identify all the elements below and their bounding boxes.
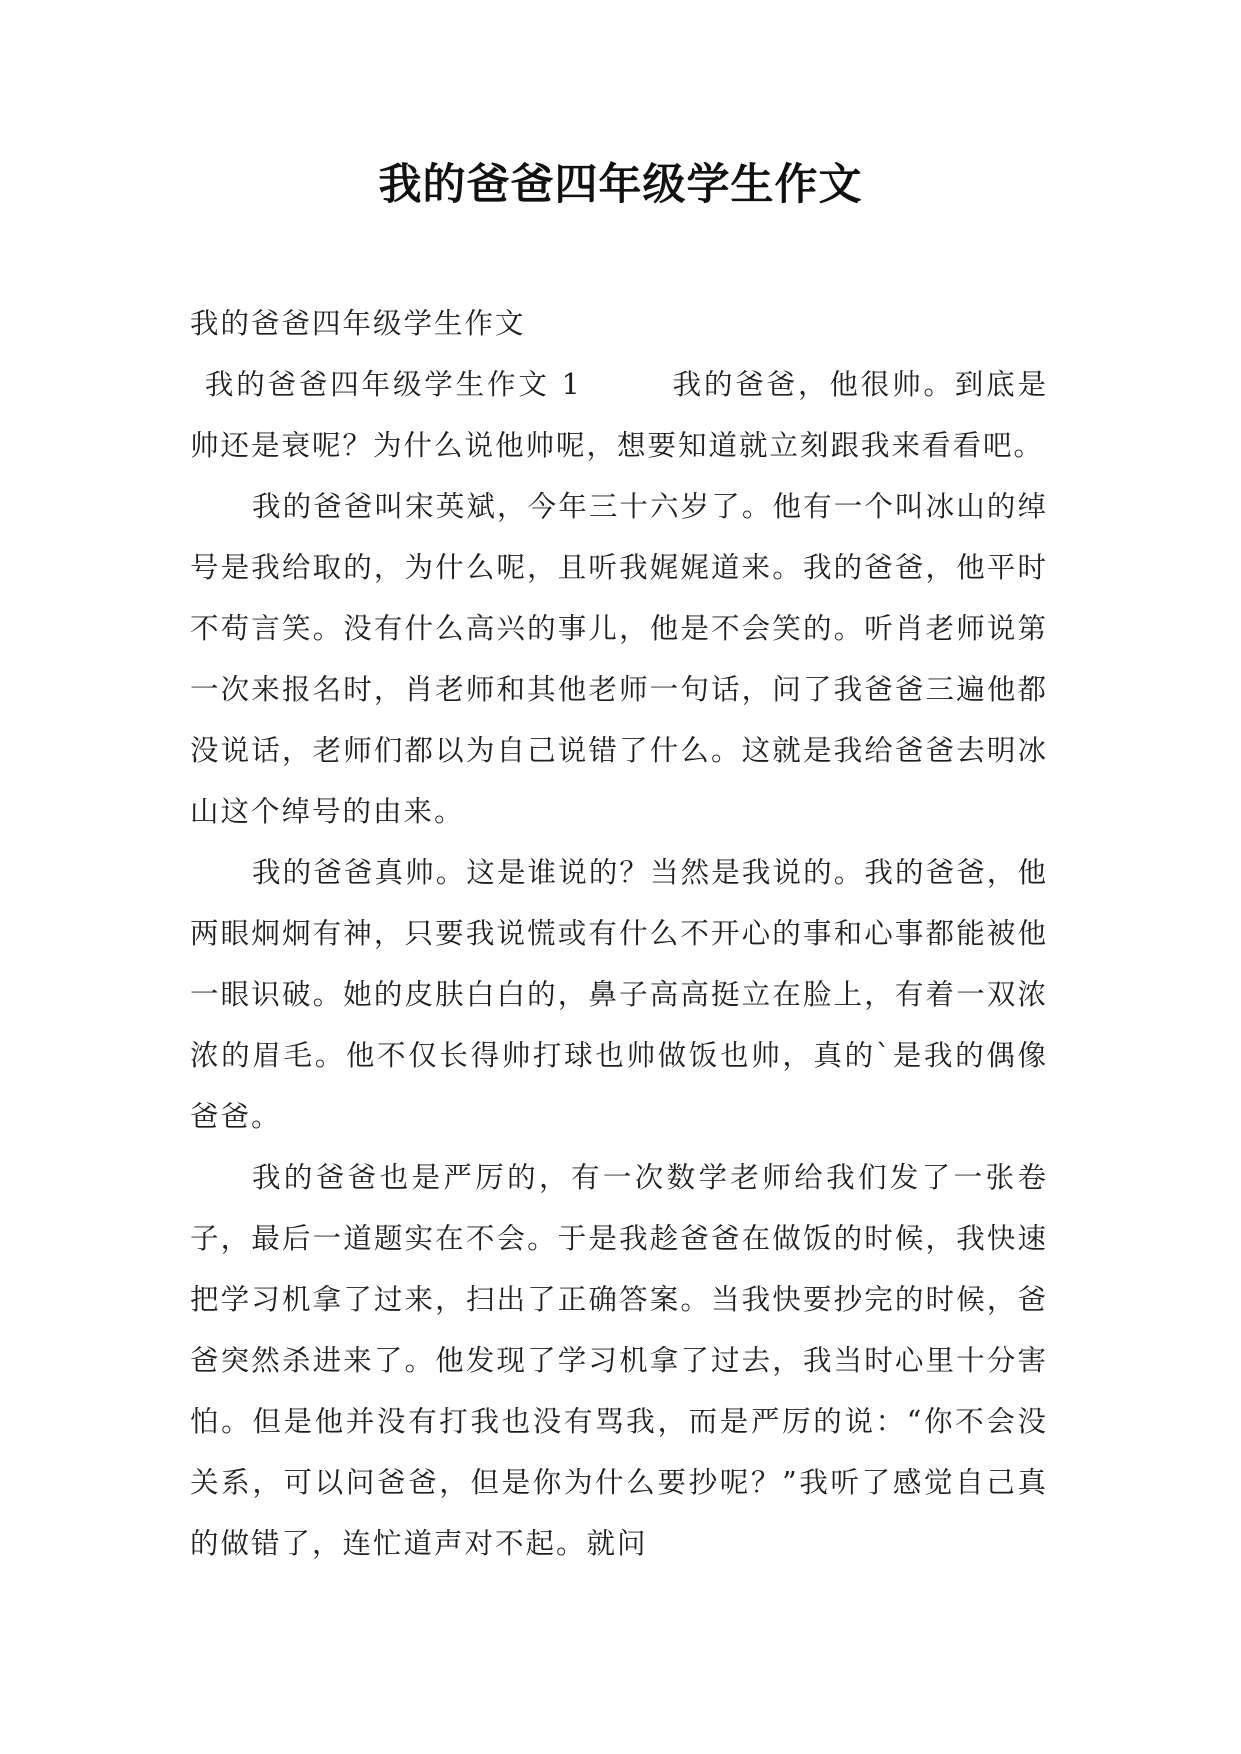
document-body	[190, 293, 1048, 1574]
paragraph-3: 我的爸爸真帅。这是谁说的？当然是我说的。我的爸爸，他两眼炯炯有神，只要我说慌或有什么不开心的事和心事都能被他一眼识破。她的皮肤白白的，鼻子高高挺立在脸上，有着一双浓浓的眉毛。他不仅长得帅打球也帅做饭也帅，真的`是我的偶像爸爸。	[190, 856, 1048, 1133]
document-title: 我的爸爸四年级学生作文	[378, 160, 863, 210]
paragraph-1	[190, 354, 1048, 476]
section-heading: 我的爸爸四年级学生作文	[190, 307, 526, 340]
paragraph-1-label: 我的爸爸四年级学生作文 1	[204, 368, 582, 401]
paragraph-4: 我的爸爸也是严厉的，有一次数学老师给我们发了一张卷子，最后一道题实在不会。于是我趁爸爸在做饭的时候，我快速把学习机拿了过来，扫出了正确答案。当我快要抄完的时候，爸爸突然杀进来了。他发现了学习机拿了过去，我当时心里十分害怕。但是他并没有打我也没有骂我，而是严厉的说：“你不会没关系，可以问爸爸，但是你为什么要抄呢？”我听了感觉自己真的做错了，连忙道声对不起。就问	[190, 1161, 1048, 1560]
paragraph-1-text: 我的爸爸，他很帅。到底是帅还是衰呢？为什么说他帅呢，想要知道就立刻跟我来看看吧。	[190, 368, 1048, 462]
paragraph-2: 我的爸爸叫宋英斌，今年三十六岁了。他有一个叫冰山的绰号是我给取的，为什么呢，且听我娓娓道来。我的爸爸，他平时不苟言笑。没有什么高兴的事儿，他是不会笑的。听肖老师说第一次来报名时，肖老师和其他老师一句话，问了我爸爸三遍他都没说话，老师们都以为自己说错了什么。这就是我给爸爸去明冰山这个绰号的由来。	[190, 490, 1048, 828]
